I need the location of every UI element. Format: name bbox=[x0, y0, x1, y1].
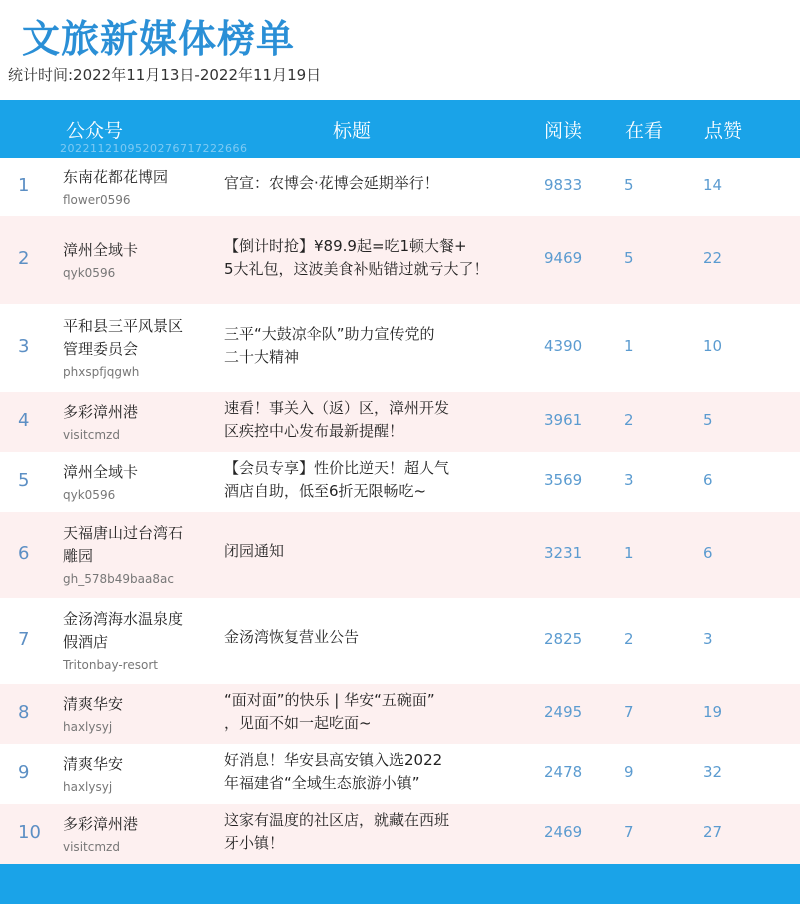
read-count: 2469 bbox=[544, 823, 583, 841]
table-row[interactable] bbox=[0, 744, 800, 804]
account-id: qyk0596 bbox=[63, 488, 116, 502]
table-row[interactable] bbox=[0, 684, 800, 744]
account-name-line: 清爽华安 bbox=[63, 755, 124, 773]
account-id: haxlysyj bbox=[63, 780, 113, 794]
rank-number: 6 bbox=[18, 543, 30, 564]
viewing-count: 1 bbox=[624, 337, 634, 355]
account-name bbox=[63, 239, 213, 262]
watermark-code: 2022112109520276717222666 bbox=[60, 142, 248, 155]
read-count: 4390 bbox=[544, 337, 583, 355]
account-name-line: 多彩漳州港 bbox=[63, 403, 139, 421]
header-title[interactable]: 标题 bbox=[333, 120, 372, 142]
article-title[interactable] bbox=[224, 323, 514, 369]
rank-number: 2 bbox=[18, 248, 30, 269]
article-title[interactable] bbox=[224, 540, 514, 563]
header-reads[interactable]: 阅读 bbox=[544, 120, 583, 142]
header-likes[interactable]: 点赞 bbox=[704, 120, 743, 142]
read-count: 3961 bbox=[544, 411, 583, 429]
account-name bbox=[63, 753, 213, 776]
account-name-line: 漳州全域卡 bbox=[63, 463, 139, 481]
account-name-line: 平和县三平风景区 bbox=[63, 317, 184, 335]
article-title-line: 好消息！华安县高安镇入选2022 bbox=[224, 751, 443, 769]
article-title[interactable] bbox=[224, 626, 514, 649]
account-cell[interactable] bbox=[63, 693, 213, 736]
article-title-line: “面对面”的快乐 | 华安“五碗面” bbox=[224, 691, 435, 709]
account-name-line: 金汤湾海水温泉度 bbox=[63, 610, 184, 628]
account-cell[interactable] bbox=[63, 522, 213, 588]
read-count: 2825 bbox=[544, 630, 583, 648]
table-row[interactable] bbox=[0, 216, 800, 304]
read-count: 3231 bbox=[544, 544, 583, 562]
viewing-count: 5 bbox=[624, 249, 634, 267]
read-count: 2495 bbox=[544, 703, 583, 721]
article-title-line: 区疾控中心发布最新提醒！ bbox=[224, 422, 405, 440]
table-row[interactable] bbox=[0, 158, 800, 216]
account-name bbox=[63, 401, 213, 424]
like-count: 14 bbox=[703, 176, 723, 194]
viewing-count: 3 bbox=[624, 471, 634, 489]
account-cell[interactable] bbox=[63, 813, 213, 856]
account-name-line: 雕园 bbox=[63, 547, 94, 565]
article-title[interactable] bbox=[224, 689, 514, 735]
account-cell[interactable] bbox=[63, 753, 213, 796]
account-cell[interactable] bbox=[63, 239, 213, 282]
rank-number: 8 bbox=[18, 702, 30, 723]
ranking-table bbox=[0, 158, 800, 864]
account-id: flower0596 bbox=[63, 193, 131, 207]
article-title-line: 金汤湾恢复营业公告 bbox=[224, 628, 360, 646]
like-count: 32 bbox=[703, 763, 723, 781]
rank-number: 5 bbox=[18, 470, 30, 491]
article-title-line: 闭园通知 bbox=[224, 542, 285, 560]
account-cell[interactable] bbox=[63, 608, 213, 674]
stats-period: 统计时间:2022年11月13日-2022年11月19日 bbox=[8, 66, 322, 84]
account-id: visitcmzd bbox=[63, 840, 120, 854]
account-name bbox=[63, 813, 213, 836]
account-id: Tritonbay-resort bbox=[63, 658, 158, 672]
account-id: gh_578b49baa8ac bbox=[63, 572, 174, 586]
rank-number: 10 bbox=[18, 822, 41, 843]
like-count: 22 bbox=[703, 249, 723, 267]
viewing-count: 1 bbox=[624, 544, 634, 562]
like-count: 3 bbox=[703, 630, 713, 648]
table-row[interactable] bbox=[0, 452, 800, 512]
like-count: 27 bbox=[703, 823, 723, 841]
account-name-line: 管理委员会 bbox=[63, 340, 139, 358]
table-row[interactable] bbox=[0, 598, 800, 684]
article-title-line: 【会员专享】性价比逆天！超人气 bbox=[224, 459, 450, 477]
table-row[interactable] bbox=[0, 392, 800, 452]
account-name-line: 天福唐山过台湾石 bbox=[63, 524, 184, 542]
table-header bbox=[0, 100, 800, 158]
viewing-count: 2 bbox=[624, 630, 634, 648]
viewing-count: 7 bbox=[624, 703, 634, 721]
article-title-line: 5大礼包，这波美食补贴错过就亏大了！ bbox=[224, 260, 489, 278]
article-title-line: 三平“大鼓凉伞队”助力宣传党的 bbox=[224, 325, 435, 343]
article-title[interactable] bbox=[224, 172, 514, 195]
read-count: 2478 bbox=[544, 763, 583, 781]
article-title[interactable] bbox=[224, 749, 514, 795]
account-name-line: 清爽华安 bbox=[63, 695, 124, 713]
account-cell[interactable] bbox=[63, 166, 213, 209]
rank-number: 1 bbox=[18, 175, 30, 196]
like-count: 6 bbox=[703, 471, 713, 489]
account-cell[interactable] bbox=[63, 461, 213, 504]
rank-number: 4 bbox=[18, 410, 30, 431]
account-name bbox=[63, 608, 213, 654]
viewing-count: 9 bbox=[624, 763, 634, 781]
account-name bbox=[63, 522, 213, 568]
article-title-line: ，见面不如一起吃面~ bbox=[224, 714, 372, 732]
account-cell[interactable] bbox=[63, 315, 213, 381]
account-name-line: 漳州全域卡 bbox=[63, 241, 139, 259]
account-name-line: 多彩漳州港 bbox=[63, 815, 139, 833]
rank-number: 9 bbox=[18, 762, 30, 783]
page-title: 文旅新媒体榜单 bbox=[22, 17, 296, 61]
footer-bar bbox=[0, 864, 800, 904]
rank-number: 3 bbox=[18, 336, 30, 357]
like-count: 10 bbox=[703, 337, 723, 355]
table-row[interactable] bbox=[0, 304, 800, 392]
account-name bbox=[63, 166, 213, 189]
account-id: phxspfjqgwh bbox=[63, 365, 140, 379]
article-title-line: 酒店自助，低至6折无限畅吃~ bbox=[224, 482, 427, 500]
account-name bbox=[63, 461, 213, 484]
article-title-line: 牙小镇！ bbox=[224, 834, 285, 852]
account-id: visitcmzd bbox=[63, 428, 120, 442]
viewing-count: 7 bbox=[624, 823, 634, 841]
article-title[interactable] bbox=[224, 809, 514, 855]
article-title-line: 年福建省“全域生态旅游小镇” bbox=[224, 774, 420, 792]
like-count: 5 bbox=[703, 411, 713, 429]
like-count: 6 bbox=[703, 544, 713, 562]
account-id: qyk0596 bbox=[63, 266, 116, 280]
article-title-line: 官宣：农博会·花博会延期举行！ bbox=[224, 174, 439, 192]
like-count: 19 bbox=[703, 703, 723, 721]
read-count: 9469 bbox=[544, 249, 583, 267]
article-title[interactable] bbox=[224, 235, 514, 281]
article-title[interactable] bbox=[224, 397, 514, 443]
article-title-line: 二十大精神 bbox=[224, 348, 300, 366]
header-viewing[interactable]: 在看 bbox=[625, 120, 664, 142]
read-count: 9833 bbox=[544, 176, 583, 194]
viewing-count: 5 bbox=[624, 176, 634, 194]
read-count: 3569 bbox=[544, 471, 583, 489]
table-row[interactable] bbox=[0, 804, 800, 864]
header-account[interactable]: 公众号 bbox=[66, 120, 124, 142]
article-title[interactable] bbox=[224, 457, 514, 503]
article-title-line: 【倒计时抢】¥89.9起=吃1顿大餐+ bbox=[224, 237, 467, 255]
account-id: haxlysyj bbox=[63, 720, 113, 734]
viewing-count: 2 bbox=[624, 411, 634, 429]
account-name-line: 东南花都花博园 bbox=[63, 168, 169, 186]
account-name bbox=[63, 315, 213, 361]
rank-number: 7 bbox=[18, 629, 30, 650]
table-row[interactable] bbox=[0, 512, 800, 598]
account-name-line: 假酒店 bbox=[63, 633, 109, 651]
account-cell[interactable] bbox=[63, 401, 213, 444]
article-title-line: 速看！事关入（返）区，漳州开发 bbox=[224, 399, 450, 417]
account-name bbox=[63, 693, 213, 716]
article-title-line: 这家有温度的社区店，就藏在西班 bbox=[224, 811, 450, 829]
